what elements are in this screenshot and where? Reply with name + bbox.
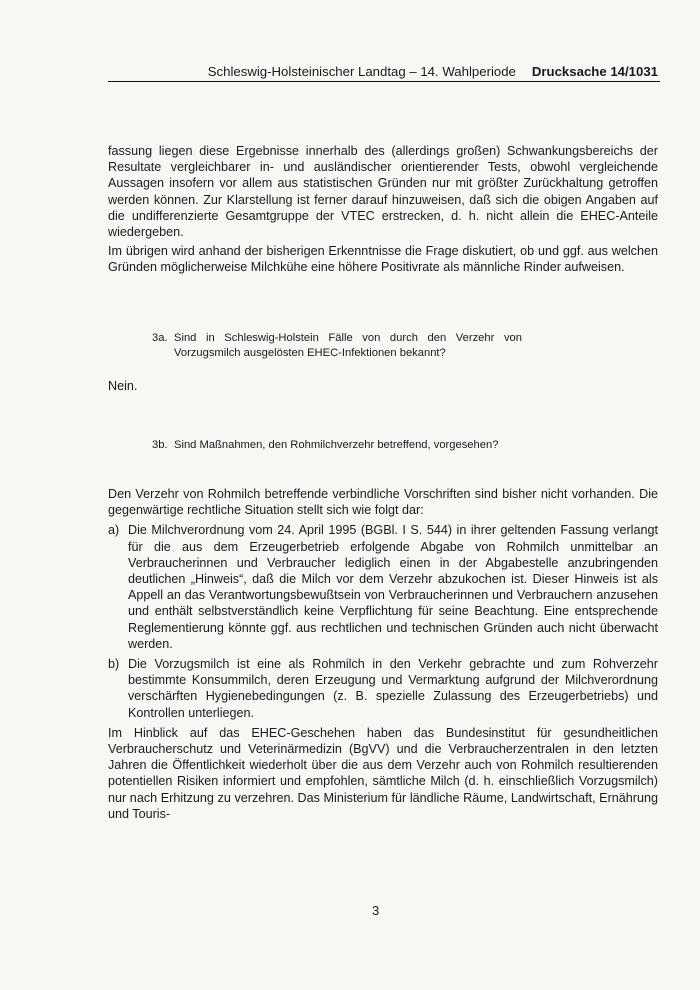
answer-3a: Nein. [108,379,138,393]
header-rule [108,81,660,82]
closing-paragraph: Im Hinblick auf das EHEC-Geschehen haben das Bundesinstitut für gesundheitlichen Verbraucherschutz und Veterinärmedizin (BgVV) und die Verbraucherzentralen in den letzten Jahren die Öffentlichkeit wiederholt über die aus dem Verzehr auch von Rohmilch resultierenden potentiellen Risiken informiert und empfohlen, sämtliche Milch (d. h. einschließlich Vorzugsmilch) nur nach Erhitzung zu verzehren. Das Ministerium für ländliche Räume, Landwirtschaft, Ernährung und Touris- [108,725,658,821]
page-header [108,64,658,79]
document-number: Drucksache 14/1031 [531,64,658,79]
page-number: 3 [372,903,380,918]
header-title: Schleswig-Holsteinischer Landtag – 14. Wahlperiode [207,64,516,79]
list-item-a [108,522,658,652]
answer-intro: Den Verzehr von Rohmilch betreffende verbindliche Vorschriften sind bisher nicht vorhanden. Die gegenwärtige rechtliche Situation stellt sich wie folgt dar: [108,487,658,518]
list-item-text: Die Vorzugsmilch ist eine als Rohmilch in den Verkehr gebrachte und zum Rohverzehr bestimmte Konsummilch, deren Erzeugung und Vermarktung aufgrund der Milchverordnung verschärften Hygienebedingungen (z. B. spezielle Zulassung des Erzeugerbetriebs) und Kontrollen unterliegen. [128,657,658,720]
list-marker: b) [108,657,120,672]
question-3b [152,438,522,453]
question-text: Sind in Schleswig-Holstein Fälle von durch den Verzehr von Vorzugsmilch ausgelösten EHEC-Infektionen bekannt? [174,332,522,359]
list-item-text: Die Milchverordnung vom 24. April 1995 (BGBl. I S. 544) in ihrer geltenden Fassung verlangt für die aus dem Erzeugerbetrieb erfolgende Abgabe von Rohmilch unmittelbar an Verbraucherinnen und Verbraucher lediglich einen in der Abgabestelle anzubringenden deutlichen „Hinweis“, daß die Milch vor dem Verzehr abzukochen ist. Dieser Hinweis ist als Appell an das Verantwortungsbewußtsein von Verbraucherinnen und Verbrauchern anzusehen und enthält selbstverständlich keine Verpflichtung für seine Beachtung. Eine entsprechende Reglementierung könnte ggf. aus rechtlichen und technischen Gründen auch nicht überwacht werden. [128,523,658,651]
list-marker: a) [108,523,120,538]
question-number: 3a. [152,332,168,344]
paragraph-discussion: Im übrigen wird anhand der bisherigen Erkenntnisse die Frage diskutiert, ob und ggf. aus welchen Gründen möglicherweise Milchkühe eine höhere Positivrate als männliche Rinder aufweisen. [108,244,658,275]
paragraph-results: fassung liegen diese Ergebnisse innerhalb des (allerdings großen) Schwankungsbereichs der Resultate vergleichbarer in- und ausländischer orientierender Tests, obwohl vergleichende Aussagen insofern vor allem aus statistischen Gründen nur mit größter Zurückhaltung getroffen werden können. Zur Klarstellung ist ferner darauf hinzuweisen, daß sich die obigen Angaben auf die undifferenzierte Gesamtgruppe der VTEC erstrecken, d. h. nicht allein die EHEC-Anteile wiedergeben. [108,144,658,240]
question-text: Sind Maßnahmen, den Rohmilchverzehr betreffend, vorgesehen? [174,439,499,451]
question-number: 3b. [152,439,168,451]
answer-3b [108,486,658,822]
list-item-b [108,656,658,721]
question-3a [152,331,522,360]
